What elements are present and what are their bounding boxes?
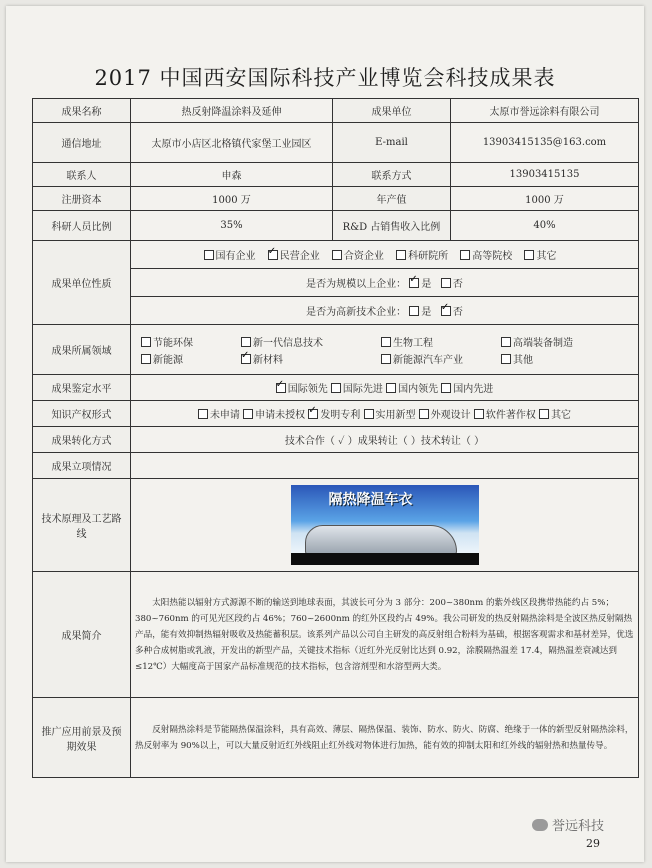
option-domestic-advanced[interactable] [441,384,493,395]
checkbox[interactable] [501,354,511,364]
contact-value: 申森 [131,163,333,187]
option-university[interactable] [460,251,512,262]
option-label: 节能环保 [153,337,193,349]
summary-label: 成果简介 [33,572,131,698]
option-research-institute[interactable] [396,251,448,262]
research-ratio-label: 科研人员比例 [33,211,131,241]
option-label: 实用新型 [375,410,416,421]
car-illustration [305,525,457,555]
yes-label: 是 [421,307,432,318]
hightech-question [131,297,639,325]
option-label: 合资企业 [343,251,384,262]
product-image [291,485,479,565]
brand-text: 誉远科技 [551,819,604,834]
appraisal-options [131,375,639,401]
option-energy-saving[interactable] [141,334,241,349]
option-label: 高端装备制造 [513,337,573,349]
wechat-icon [532,819,548,831]
option-label: 软件著作权 [485,410,536,421]
output-value: 1000 万 [451,187,639,211]
option-private[interactable] [268,251,320,262]
field-label: 成果所属领域 [33,325,131,375]
table-row [33,325,639,375]
table-row [33,453,639,479]
option-label: 国内先进 [453,384,494,395]
road-illustration [291,553,479,565]
checkbox[interactable] [364,409,374,419]
option-label: 新能源 [153,354,183,366]
option-label: 其他 [513,354,533,366]
rd-ratio-label: R&D 占销售收入比例 [333,211,451,241]
contact-method-label: 联系方式 [333,163,451,187]
appraisal-label: 成果鉴定水平 [33,375,131,401]
table-row [33,479,639,572]
form-sheet [6,6,644,862]
option-label: 发明专利 [320,410,361,421]
option-state-owned[interactable] [204,251,256,262]
checkbox[interactable] [501,337,511,347]
checkbox[interactable] [243,409,253,419]
option-label: 国内领先 [398,384,439,395]
checkbox[interactable] [524,250,534,260]
option-label: 国际先进 [342,384,383,395]
option-utility-model[interactable] [364,410,416,421]
capital-value: 1000 万 [131,187,333,211]
table-row [33,375,639,401]
option-applied-not-granted[interactable] [243,410,305,421]
scale-question-text: 是否为规模以上企业： [306,279,407,290]
option-label: 生物工程 [393,337,433,349]
option-label: 外观设计 [430,410,471,421]
yes-label: 是 [421,279,432,290]
option-other[interactable] [539,410,571,421]
option-other[interactable] [524,251,556,262]
option-intl-leading[interactable] [276,384,328,395]
name-label: 成果名称 [33,99,131,123]
field-options [131,325,639,375]
no-label: 否 [452,279,463,290]
table-row [33,163,639,187]
checkbox[interactable] [460,250,470,260]
scale-yes-checkbox[interactable] [409,278,419,288]
checkbox[interactable] [141,354,151,364]
form-title: 2017 中国西安国际科技产业博览会科技成果表 [94,66,556,90]
checkbox[interactable] [474,409,484,419]
tech-image-cell [131,479,639,572]
no-label: 否 [452,307,463,318]
page-number: 29 [586,837,600,850]
table-row [33,401,639,427]
table-row [33,99,639,123]
nature-label: 成果单位性质 [33,241,131,325]
checkbox[interactable] [331,383,341,393]
option-label: 科研院所 [408,251,449,262]
prospect-text: 反射隔热涂料是节能隔热保温涂料，具有高效、薄层、隔热保温、装饰、防水、防火、防腐、绝缘于一体的新型反射隔热涂料，热反射率为 90%以上，可以大量反射近红外线阻止红外线对物体进行加热，能有效的抑制太阳和红外线的辐射热和热量传导。 [131,698,639,778]
option-label: 新能源汽车产业 [393,354,463,366]
ip-label: 知识产权形式 [33,401,131,427]
checkbox[interactable] [419,409,429,419]
option-design[interactable] [419,410,471,421]
table-row [33,427,639,453]
address-label: 通信地址 [33,123,131,163]
tech-label: 技术原理及工艺路线 [33,479,131,572]
table-row [33,211,639,241]
ip-options [131,401,639,427]
checkbox[interactable] [276,383,286,393]
checkbox[interactable] [198,409,208,419]
summary-text: 太阳热能以辐射方式源源不断的输送到地球表面，其波长可分为 3 部分：200~380nm 的紫外线区段携带热能约占 5%；380~760nm 的可见光区段约占 46%；760~2600nm 的红外区段约占 49%。我公司研发的热反射隔热涂料是全波区热反射隔热产品，能有效抑制热辐射吸收及热能蓄积层。该系列产品以公司自主研发的高反射组合粉料为基础，根据客观需求和基材差异，优选多种合成树脂或乳液，开发出的新型产品，关键技术指标（近红外光反射比达到 0.92，涂膜隔热温差 17.4，隔热温差衰减达到≤12℃）大幅度高于国家产品标准规范的技术指标，包含溶剂型和水溶型两大类。 [131,572,639,698]
checkbox[interactable] [241,337,251,347]
project-value [131,453,639,479]
option-label: 高等院校 [472,251,513,262]
checkbox[interactable] [381,337,391,347]
product-banner: 隔热降温车衣 [328,492,413,508]
achievement-form-table [32,98,639,778]
option-joint-venture[interactable] [332,251,384,262]
option-software-copyright[interactable] [474,410,536,421]
hightech-no-checkbox[interactable] [441,306,451,316]
option-other[interactable] [501,351,611,366]
email-value: 13903415135@163.com [451,123,639,163]
nature-options [131,241,639,269]
option-invention-patent[interactable] [308,410,360,421]
hightech-question-text: 是否为高新技术企业： [306,307,407,318]
watermark-logo [532,815,604,834]
option-it[interactable] [241,334,381,349]
checkbox[interactable] [268,250,278,260]
output-label: 年产值 [333,187,451,211]
option-label: 新材料 [253,354,283,366]
scale-question [131,269,639,297]
prospect-label: 推广应用前景及预期效果 [33,698,131,778]
checkbox[interactable] [332,250,342,260]
contact-method-value: 13903415135 [451,163,639,187]
research-ratio-value: 35% [131,211,333,241]
checkbox[interactable] [381,354,391,364]
transfer-label: 成果转化方式 [33,427,131,453]
checkbox[interactable] [241,354,251,364]
transfer-value: 技术合作（ ✓ ）成果转让（ ）技术转让（ ） [131,427,639,453]
table-row [33,241,639,269]
option-bio[interactable] [381,334,501,349]
option-label: 国际领先 [287,384,328,395]
option-label: 国有企业 [215,251,256,262]
option-new-material[interactable] [241,351,381,366]
hightech-yes-checkbox[interactable] [409,306,419,316]
project-label: 成果立项情况 [33,453,131,479]
scale-no-checkbox[interactable] [441,278,451,288]
checkbox[interactable] [441,383,451,393]
contact-label: 联系人 [33,163,131,187]
option-label: 民营企业 [279,251,320,262]
unit-label: 成果单位 [333,99,451,123]
option-equipment[interactable] [501,334,611,349]
table-row [33,572,639,698]
checkbox[interactable] [539,409,549,419]
checkbox[interactable] [396,250,406,260]
email-label: E-mail [333,123,451,163]
option-not-applied[interactable] [198,410,240,421]
checkbox[interactable] [204,250,214,260]
checkbox[interactable] [141,337,151,347]
option-label: 未申请 [209,410,240,421]
table-row [33,123,639,163]
name-value: 热反射降温涂料及延伸 [131,99,333,123]
table-row [33,698,639,778]
rd-ratio-value: 40% [451,211,639,241]
address-value: 太原市小店区北格镇代家堡工业园区 [131,123,333,163]
unit-value: 太原市誉远涂料有限公司 [451,99,639,123]
table-row [33,187,639,211]
option-label: 其它 [536,251,557,262]
option-intl-advanced[interactable] [331,384,383,395]
option-new-energy[interactable] [141,351,241,366]
option-domestic-leading[interactable] [386,384,438,395]
capital-label: 注册资本 [33,187,131,211]
checkbox[interactable] [386,383,396,393]
option-ev[interactable] [381,351,501,366]
option-label: 其它 [551,410,572,421]
checkbox[interactable] [308,409,318,419]
option-label: 新一代信息技术 [253,337,323,349]
option-label: 申请未授权 [255,410,306,421]
